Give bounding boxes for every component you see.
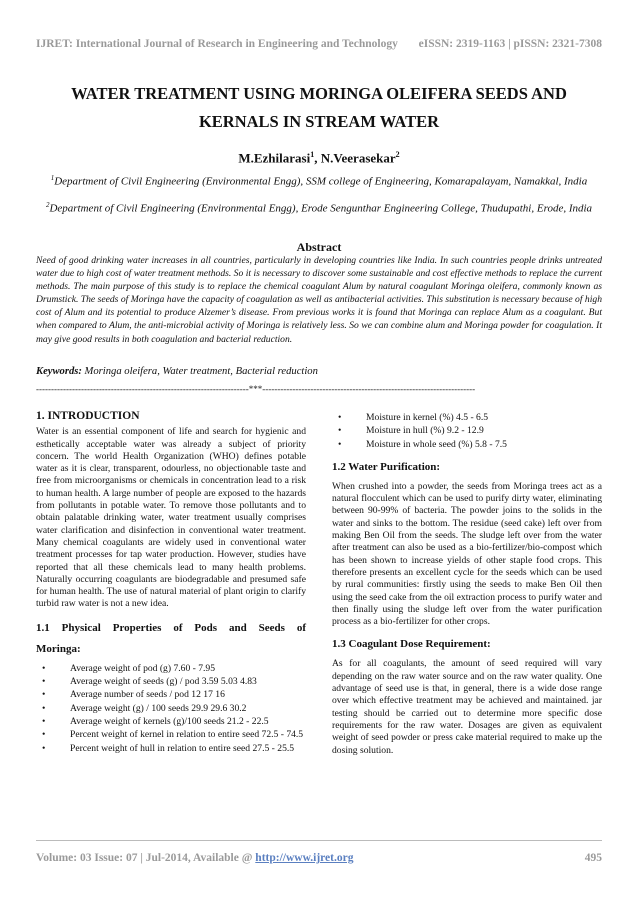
keywords-label: Keywords: <box>36 366 82 377</box>
footer-volume-text: Volume: 03 Issue: 07 | Jul-2014, Available @ <box>36 852 256 864</box>
section-1-3-text: As for all coagulants, the amount of seed required will vary depending on the raw water source and on the raw water quality. One advantage of seed use is that, in general, there is a wide dose range over which effective treatment may be achieved and maintained. jar testing should be carried out to determine more specific dose requirements for the raw water. Dosages are given as equivalent weight of seed powder or press cake material required to make up the dosing solution. <box>332 658 602 756</box>
section-1-1-heading-line-2: Moringa: <box>36 642 81 655</box>
author-1-sup: 1 <box>310 150 315 159</box>
keywords <box>36 366 602 377</box>
section-1-heading: 1. INTRODUCTION <box>36 410 140 422</box>
affiliation-2-sup: 2 <box>45 201 50 209</box>
pod-properties-list <box>36 663 306 755</box>
list-item: • Moisture in hull (%) 9.2 - 12.9 <box>366 425 602 437</box>
section-1-1-heading-line-1: 1.1 Physical Properties of Pods and Seeds of <box>36 621 306 634</box>
journal-link[interactable]: http://www.ijret.org <box>255 852 354 864</box>
author-2: N.Veerasekar <box>320 150 396 166</box>
list-item: • Average number of seeds / pod 12 17 16 <box>70 689 306 701</box>
title-line-2: KERNALS IN STREAM WATER <box>198 112 440 131</box>
author-2-sup: 2 <box>395 150 400 159</box>
affiliation-1-sup: 1 <box>50 174 55 182</box>
running-header <box>36 38 602 50</box>
abstract-text: Need of good drinking water increases in all countries, particularly in developing countries like India. In such countries people drinks untreated water due to high cost of water treatment methods. So it is necessary to discover some sustainable and cost effective methods to replace the current methods. The main purpose of this study is to replace the chemical coagulant Alum by natural coagulant Moringa oleifera, commonly known as Drumstick. The seeds of Moringa have the capacity of coagulation as well as antibacterial activities. This substitution is necessary because of high cost of Alum and its potential to produce Alzemer’s disease. From previous works it is found that Moringa can replace Alum as a coagulant. But when compared to Alum, the anti-microbial activity of Moringa is relatively less. So we can combine alum and Moringa powder for coagulation. It may give good results in both coagulation and bacterial reduction. <box>36 255 602 345</box>
running-footer <box>36 852 602 864</box>
affiliation-1-text: Department of Civil Engineering (Environmental Engg), SSM college of Engineering, Komarapalayam, Namakkal, India <box>54 175 588 188</box>
paper-title <box>40 80 598 136</box>
left-column <box>36 410 306 761</box>
list-item: • Percent weight of kernel in relation to entire seed 72.5 - 74.5 <box>70 729 306 741</box>
section-1-text: Water is an essential component of life and search for hygienic and esthetically acceptable water was already a subject of priority concern. The world Health Organization (WHO) defines potable water as it is clear, transparent, odourless, no objectionable taste and free from microorganisms or chemicals in concentration lead to a risk to human health. A large number of people are exposed to the hazards from pollutants in potable water. To remove those pollutants and to obtain palatable drinking water, water treatment usually comprises water clarification and disinfection in conventional water treatment. Many chemical coagulants are widely used in conventional water treatment processes for tap water production. However, studies have reported that all these chemicals lead to many health problems. Naturally occurring coagulants are biodegradable and presumed safe for human health. The use of natural material of plant origin to clarify turbid raw water is not a new idea. <box>36 426 306 610</box>
right-column <box>332 412 602 763</box>
list-item: • Moisture in kernel (%) 4.5 - 6.5 <box>366 412 602 424</box>
list-item: • Average weight (g) / 100 seeds 29.9 29.6 30.2 <box>70 703 306 715</box>
abstract-heading: Abstract <box>296 240 342 254</box>
journal-name: IJRET: International Journal of Research in Engineering and Technology <box>36 38 398 50</box>
title-line-1: WATER TREATMENT USING MORINGA OLEIFERA SEEDS AND <box>71 84 567 103</box>
affiliation-2-text: Department of Civil Engineering (Environmental Engg), Erode Sengunthar Engineering College, Thudupathi, Erode, India <box>49 202 593 215</box>
list-item: • Average weight of seeds (g) / pod 3.59 5.03 4.83 <box>70 676 306 688</box>
section-separator: -----------------------------------------------------------------------***----------------------------------------------------------------------- <box>36 384 476 394</box>
list-item: • Percent weight of hull in relation to entire seed 27.5 - 25.5 <box>70 743 306 755</box>
section-1-2-heading: 1.2 Water Purification: <box>332 460 441 473</box>
footer-rule <box>36 840 602 841</box>
list-item: • Moisture in whole seed (%) 5.8 - 7.5 <box>366 439 602 451</box>
affiliation-2 <box>28 199 610 216</box>
author-separator: , <box>314 150 321 166</box>
list-item: • Average weight of kernels (g)/100 seeds 21.2 - 22.5 <box>70 716 306 728</box>
keywords-text: Moringa oleifera, Water treatment, Bacterial reduction <box>81 366 318 377</box>
footer-volume <box>36 852 353 864</box>
section-1-3-heading: 1.3 Coagulant Dose Requirement: <box>332 638 491 651</box>
authors <box>0 150 638 166</box>
author-1: M.Ezhilarasi <box>238 150 311 166</box>
page-number: 495 <box>584 852 602 864</box>
section-1-2-text: When crushed into a powder, the seeds from Moringa trees act as a natural flocculent which can be used to purify dirty water, eliminating between 90-99% of bacteria. The powder joins to the solids in the water and sinks to the bottom. The residue (seed cake) left over from making Ben Oil from the seeds. The sludge left over from the water after treatment can also be used as a bio-fertilizer/bio-compost which has been shown to increase yields of other staple food crops. This therefore presents an excellent cycle for the seeds which can be used by rural communities: firstly using the seeds to make Ben Oil then using the seed cake from the oil extraction process to purify water and then finally using the sludge left over from the water purification process as a bio-fertilizer for other crops. <box>332 480 602 628</box>
moisture-list <box>332 412 602 451</box>
issn: eISSN: 2319-1163 | pISSN: 2321-7308 <box>418 38 602 50</box>
list-item: • Average weight of pod (g) 7.60 - 7.95 <box>70 663 306 675</box>
affiliation-1 <box>28 172 610 189</box>
